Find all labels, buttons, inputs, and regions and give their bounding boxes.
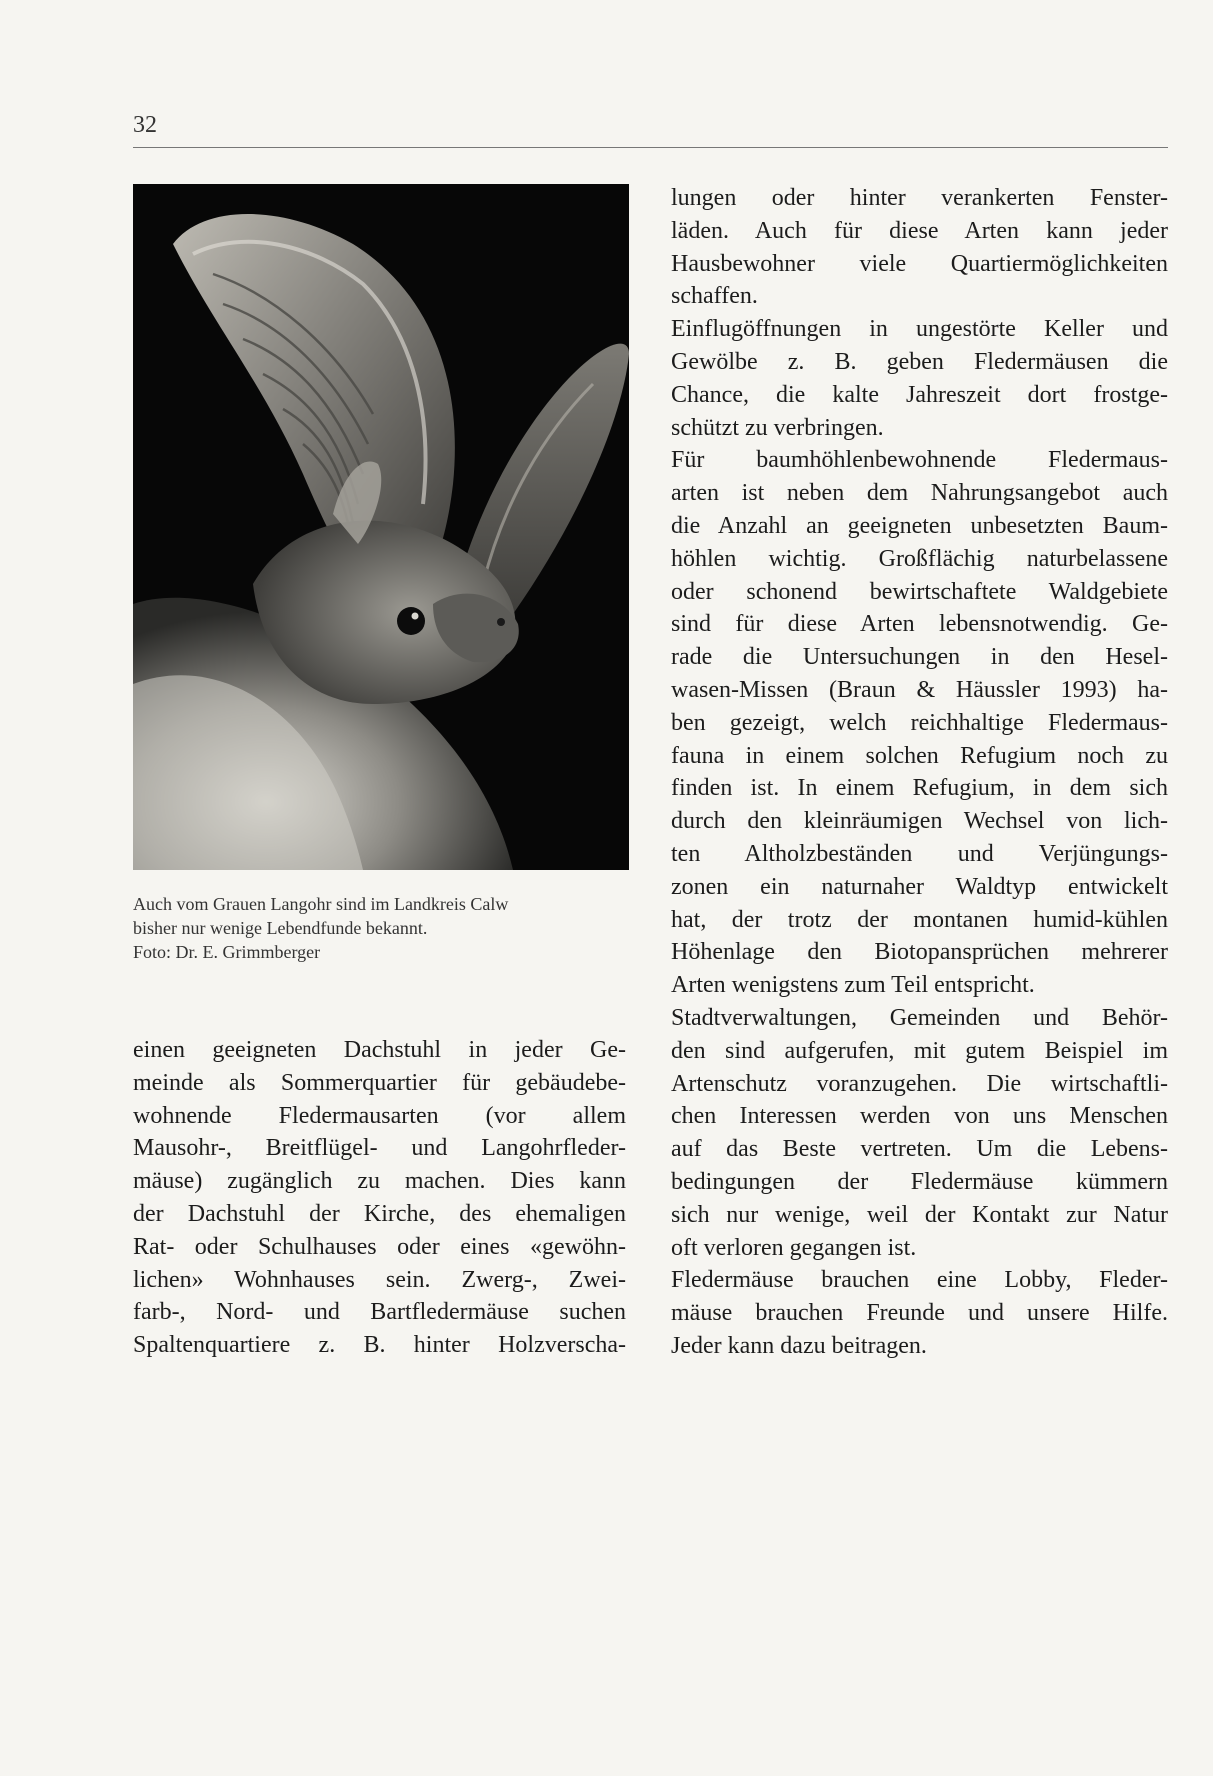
text-line: Mausohr-, Breitflügel- und Langohrfleder- bbox=[133, 1135, 626, 1162]
text-line: durch den kleinräumigen Wechsel von lich- bbox=[671, 808, 1168, 835]
text-line: bedingungen der Fledermäuse kümmern bbox=[671, 1168, 1168, 1195]
text-line: wasen-Missen (Braun & Häussler 1993) ha- bbox=[671, 676, 1168, 703]
text-line: fauna in einem solchen Refugium noch zu bbox=[671, 742, 1168, 769]
text-line: den sind aufgerufen, mit gutem Beispiel im bbox=[671, 1037, 1168, 1064]
text-line: oder schonend bewirtschaftete Waldgebiete bbox=[671, 578, 1168, 605]
text-line: Jeder kann dazu beitragen. bbox=[671, 1332, 927, 1359]
text-line: schützt zu verbringen. bbox=[671, 414, 884, 441]
text-line: lungen oder hinter verankerten Fenster- bbox=[671, 185, 1168, 211]
caption-line: Foto: Dr. E. Grimmberger bbox=[133, 942, 321, 962]
text-line: ten Altholzbeständen und Verjüngungs- bbox=[671, 840, 1168, 867]
text-line: chen Interessen werden von uns Menschen bbox=[671, 1103, 1168, 1130]
text-line: Hausbewohner viele Quartiermöglichkeiten bbox=[671, 250, 1168, 277]
text-line: arten ist neben dem Nahrungsangebot auch bbox=[671, 480, 1168, 507]
text-line: Spaltenquartiere z. B. hinter Holzverscha- bbox=[133, 1332, 626, 1359]
text-line: Fledermäuse brauchen eine Lobby, Fleder- bbox=[671, 1267, 1168, 1294]
caption-line: Auch vom Grauen Langohr sind im Landkreis Calw bbox=[133, 894, 509, 914]
text-line: Einflugöffnungen in ungestörte Keller und bbox=[671, 316, 1168, 343]
text-line: zonen ein naturnaher Waldtyp entwickelt bbox=[671, 873, 1168, 900]
text-line: schaffen. bbox=[671, 283, 758, 310]
text-line: Gewölbe z. B. geben Fledermäusen die bbox=[671, 348, 1168, 375]
text-line: oft verloren gegangen ist. bbox=[671, 1234, 917, 1261]
text-line: mäuse) zugänglich zu machen. Dies kann bbox=[133, 1168, 626, 1195]
text-line: Chance, die kalte Jahreszeit dort frostge- bbox=[671, 381, 1168, 408]
text-line: finden ist. In einem Refugium, in dem sich bbox=[671, 775, 1168, 802]
text-line: rade die Untersuchungen in den Hesel- bbox=[671, 644, 1168, 671]
text-line: farb-, Nord- und Bartfledermäuse suchen bbox=[133, 1299, 626, 1326]
text-line: läden. Auch für diese Arten kann jeder bbox=[671, 217, 1168, 244]
text-line: auf das Beste vertreten. Um die Lebens- bbox=[671, 1136, 1168, 1163]
text-line: meinde als Sommerquartier für gebäudebe- bbox=[133, 1069, 626, 1096]
text-line: Höhenlage den Biotopansprüchen mehrerer bbox=[671, 939, 1168, 966]
text-line: Arten wenigstens zum Teil entspricht. bbox=[671, 972, 1035, 999]
figure-caption bbox=[133, 892, 633, 964]
bat-photo bbox=[133, 184, 629, 870]
caption-line: bisher nur wenige Lebendfunde bekannt. bbox=[133, 918, 428, 938]
text-line: mäuse brauchen Freunde und unsere Hilfe. bbox=[671, 1300, 1168, 1327]
header-rule bbox=[133, 147, 1168, 148]
page-number: 32 bbox=[133, 112, 157, 138]
text-line: Stadtverwaltungen, Gemeinden und Behör- bbox=[671, 1004, 1168, 1031]
text-line: lichen» Wohnhauses sein. Zwerg-, Zwei- bbox=[133, 1266, 626, 1293]
text-line: einen geeigneten Dachstuhl in jeder Ge- bbox=[133, 1037, 626, 1063]
text-line: hat, der trotz der montanen humid-kühlen bbox=[671, 906, 1168, 933]
text-line: Rat- oder Schulhauses oder eines «gewöhn- bbox=[133, 1233, 626, 1260]
right-text-column bbox=[671, 182, 1168, 1363]
text-line: Artenschutz voranzugehen. Die wirtschaftli- bbox=[671, 1070, 1168, 1097]
text-line: ben gezeigt, welch reichhaltige Fledermaus- bbox=[671, 709, 1168, 736]
text-line: die Anzahl an geeigneten unbesetzten Baum- bbox=[671, 512, 1168, 539]
left-text-column bbox=[133, 1034, 626, 1362]
text-line: Für baumhöhlenbewohnende Fledermaus- bbox=[671, 447, 1168, 474]
text-line: höhlen wichtig. Großflächig naturbelassene bbox=[671, 545, 1168, 572]
text-line: sich nur wenige, weil der Kontakt zur Natur bbox=[671, 1201, 1168, 1228]
text-line: sind für diese Arten lebensnotwendig. Ge- bbox=[671, 611, 1168, 638]
text-line: der Dachstuhl der Kirche, des ehemaligen bbox=[133, 1200, 626, 1227]
text-line: wohnende Fledermausarten (vor allem bbox=[133, 1102, 626, 1129]
